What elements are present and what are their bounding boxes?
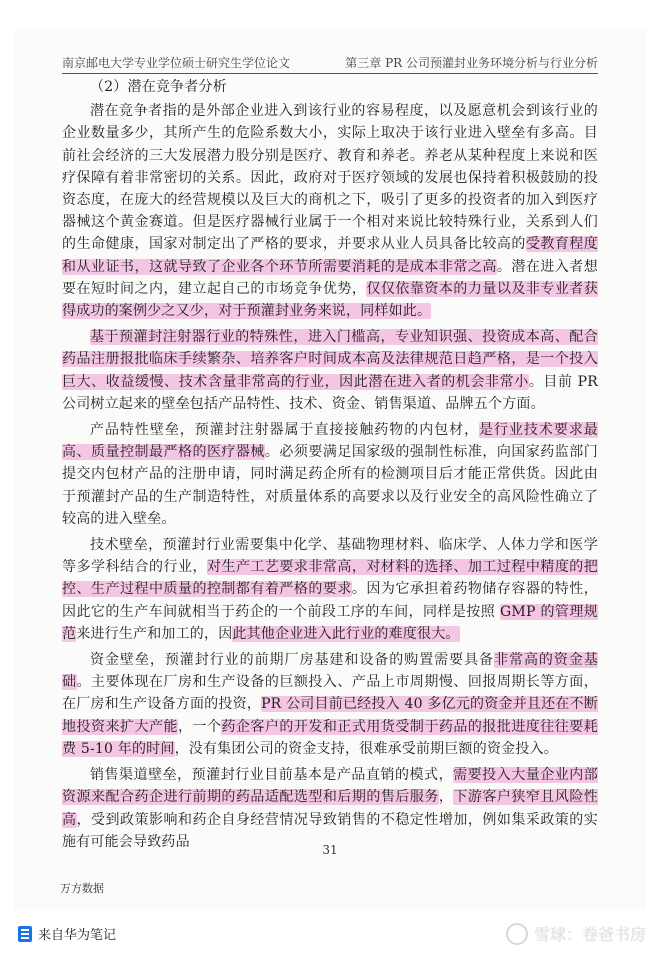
highlight: 下游客户狭窄且风险性高: [62, 789, 599, 828]
header-left: 南京邮电大学专业学位硕士研究生学位论文: [62, 56, 291, 70]
text-run: 潜在竞争者指的是外部企业进入到该行业的容易程度，以及愿意机会到该行业的企业数量多少，其所产生的危险系数大小，实际上取决于该行业进入壁垒有多高。目前社会经济的三大发展潜力股分别是医疗、教育和养老。养老从某种程度上来说和医疗保障有着非常密切的关系。因此，政府对于医疗领域的发展也保持着积极鼓励的投资态度，在庞大的经营规模以及巨大的商机之下，吸引了更多的投资者的加入到医疗器械这个黄金赛道。但是医疗器械行业属于一个相对来说比较特殊行业，关系到人们的生命健康，国家对制定出了严格的要求，并要求从业人员具备比较高的: [62, 103, 598, 253]
text-run: 产品特性壁垒，预灌封注射器属于直接接触药物的内包材，: [90, 422, 480, 439]
highlight: 仅仅依靠资本的力量以及非专业者获得成功的案例少之又少，对于预灌封业务来说，同样如此。: [62, 280, 599, 320]
highlight: 需要投入大量企业内部资源来配合药企进行前期的药品适配选型和后期的售后服务: [62, 767, 599, 806]
text-run: ，: [438, 789, 454, 806]
source-label: 来自华为笔记: [38, 928, 117, 943]
text-run: 。主要体现在厂房和生产设备的巨额投入、产品上市周期慢、回报周期长等方面，在厂房和生产设备方面的投资，: [62, 674, 598, 713]
snowball-logo-icon: [506, 923, 528, 945]
paragraph-5: [62, 649, 598, 760]
text-run: 。潜在进入者想要在短时间之内，建立起自己的市场竞争优势，: [62, 258, 598, 297]
text-run: 。必须要满足国家级的强制性标准，向国家药监部门提交内包材产品的注册申请，同时满足药企所有的检测项目后才能正常供货。因此由于预灌封产品的生产制造特性，对质量体系的高要求以及行业安全的高风险性确立了较高的进入壁垒。: [62, 444, 598, 527]
highlight: 非常高的资金基础: [62, 652, 598, 691]
paragraph-1: [62, 100, 598, 322]
highlight: 基于预灌封注射器行业的特殊性，进入门槛高，专业知识强、投资成本高、配合药品注册报批临床手续繁杂、培养客户时间成本高及法律规范日趋严格，是一个投入巨大、收益缓慢、技术含量非常高的行业，因此潜在进入者的机会非常小: [62, 329, 598, 390]
highlight: 药企客户的开发和正式用货受制于药品的报批进度往往要耗费 5-10 年的时间: [62, 718, 598, 757]
text-run: ，没有集团公司的资金支持，很难承受前期巨额的资金投入。: [174, 740, 558, 757]
highlight: PR 公司目前已经投入 40 多亿元的资金并且还在不断地投资来扩大产能: [62, 696, 598, 735]
text-run: 。因为它承担着药物储存容器的特性，因此它的生产车间就相当于药企的一个前段工序的车间，同样是按照: [62, 581, 598, 620]
section-title: （2）潜在竞争者分析: [90, 79, 227, 95]
highlight: 受教育程度和从业证书，这就导致了企业各个环节所需要消耗的是成本非常之高: [62, 236, 599, 275]
paragraph-6: [62, 764, 598, 853]
text-run: 来进行生产和加工的，因: [76, 625, 233, 642]
highlight: 对生产工艺要求非常高，对材料的选择、加工过程中精度的把控、生产过程中质量的控制都有着严格的要求: [62, 559, 599, 598]
paragraph-3: [62, 419, 598, 530]
text-run: ，一个: [177, 718, 222, 735]
document-body: [62, 76, 598, 857]
text-run: 技术壁垒，预灌封行业需要集中化学、基础物理材料、临床学、人体力学和医学等多学科结合的行业，: [62, 537, 598, 576]
header-right: 第三章 PR 公司预灌封业务环境分析与行业分析: [345, 56, 598, 70]
watermark: [506, 922, 646, 945]
text-run: ，受到政策影响和药企自身经营情况导致销售的不稳定性增加，例如集采政策的实施有可能会导致药品: [62, 811, 598, 850]
text-run: 。目前 PR 公司树立起来的壁垒包括产品特性、技术、资金、销售渠道、品牌五个方面。: [62, 373, 598, 412]
source-footer: [18, 924, 116, 943]
watermark-text: 雪球：卷爸书房: [533, 925, 646, 944]
text-run: 销售渠道壁垒，预灌封行业目前基本是产品直销的模式，: [90, 767, 454, 784]
wanfang-label: 万方数据: [60, 882, 104, 895]
highlight: GMP 的管理规范: [62, 603, 598, 642]
text-run: 资金壁垒，预灌封行业的前期厂房基建和设备的购置需要具备: [90, 652, 495, 669]
paragraph-4: [62, 534, 598, 645]
running-header: [62, 54, 598, 74]
paragraph-2: [62, 326, 598, 415]
huawei-notes-icon: [18, 926, 32, 942]
highlight: 此其他企业进入此行业的难度很大。: [232, 625, 460, 642]
page-number: 31: [322, 843, 338, 857]
highlight: 是行业技术要求最高、质量控制最严格的医疗器械: [62, 422, 598, 461]
